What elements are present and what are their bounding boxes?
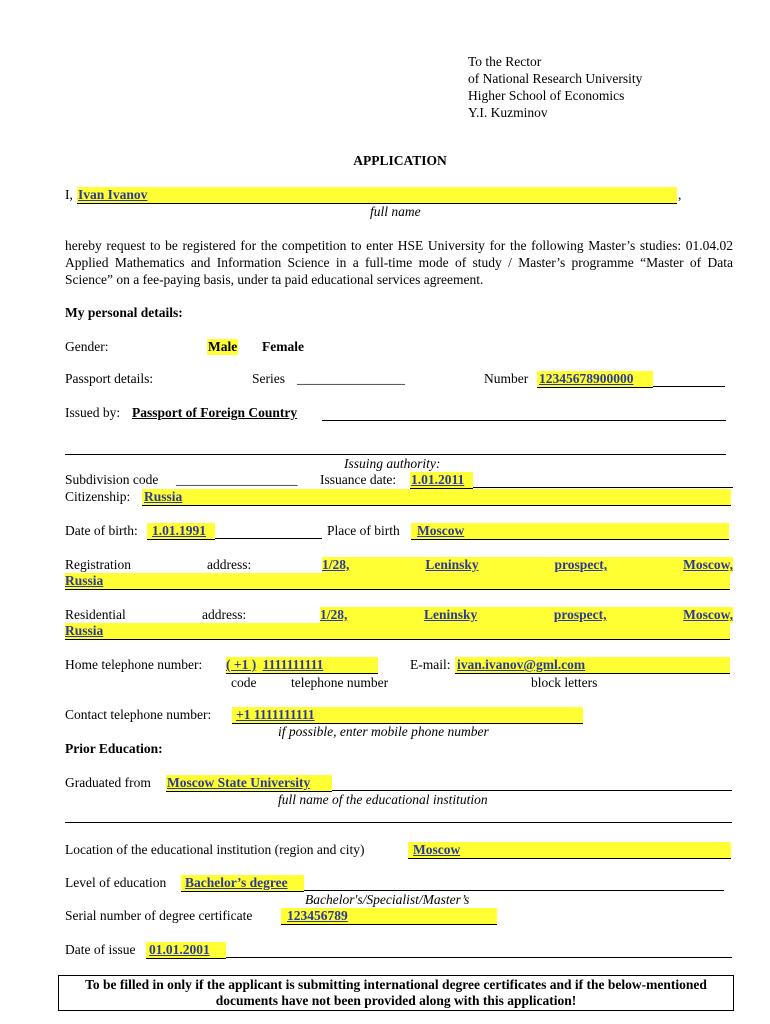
issuance-date-underline xyxy=(473,487,733,488)
gender-female-option[interactable]: Female xyxy=(262,339,304,354)
subdivision-label: Subdivision code xyxy=(65,472,159,487)
level-label: Level of education xyxy=(65,875,167,890)
email-label: E-mail: xyxy=(410,657,451,672)
registration-label: Registration xyxy=(65,557,131,572)
citizenship-value: Russia xyxy=(144,489,183,504)
location-value: Moscow xyxy=(408,842,460,857)
notice-text: To be filled in only if the applicant is submitting international degree certificates and if the below-mentioned documents have not been provided along with this application! xyxy=(85,977,707,1008)
passport-number-field[interactable] xyxy=(537,371,653,388)
residential-line2: Russia xyxy=(65,623,104,638)
email-value: ivan.ivanov@gml.com xyxy=(457,657,586,672)
serial-label: Serial number of degree certificate xyxy=(65,908,253,923)
email-caption: block letters xyxy=(531,675,598,690)
location-field[interactable] xyxy=(408,842,731,859)
graduated-underline xyxy=(332,790,732,791)
level-value: Bachelor’s degree xyxy=(181,875,288,890)
request-paragraph: hereby request to be registered for the competition to enter HSE University for the following Master’s studies: 01.04.02 Applied Mathematics and Information Science in a full-time mode of study / Master’s programme “Master of Data Science” on a fee-paying basis, under ta paid educational services agreement. xyxy=(65,238,733,287)
email-field[interactable] xyxy=(455,657,730,674)
residential-word: 1/28, xyxy=(320,607,348,622)
series-field[interactable]: ________________ xyxy=(297,371,405,386)
home-phone-number-caption: telephone number xyxy=(291,675,389,690)
issue-date-value: 01.01.2001 xyxy=(146,942,210,957)
pob-value: Moscow xyxy=(411,523,464,538)
contact-phone-label: Contact telephone number: xyxy=(65,707,212,722)
issuing-authority-caption: Issuing authority: xyxy=(344,456,441,471)
full-name-value: Ivan Ivanov xyxy=(78,187,148,202)
citizenship-label: Citizenship: xyxy=(65,489,131,504)
addressee-line: Y.I. Kuzminov xyxy=(468,105,548,120)
notice-box xyxy=(58,975,734,1011)
contact-phone-value: +1 1111111111 xyxy=(232,707,315,722)
residential-label-2: address: xyxy=(202,607,247,622)
graduated-label: Graduated from xyxy=(65,775,151,790)
issue-date-field[interactable] xyxy=(146,942,226,959)
location-label: Location of the educational institution (region and city) xyxy=(65,842,365,857)
graduated-underline-2 xyxy=(65,822,732,823)
applicant-prefix: I, xyxy=(65,187,73,202)
subdivision-field[interactable]: __________________ xyxy=(176,472,298,487)
citizenship-field[interactable] xyxy=(142,489,731,506)
issuance-date-value: 1.01.2011 xyxy=(411,472,465,487)
registration-word: Moscow, xyxy=(683,557,733,572)
registration-label-2: address: xyxy=(207,557,252,572)
contact-phone-field[interactable] xyxy=(232,707,583,724)
home-phone-number: 1111111111 xyxy=(262,657,324,672)
level-field[interactable] xyxy=(181,875,304,892)
issue-date-underline xyxy=(226,957,732,958)
residential-word: Leninsky xyxy=(424,607,478,622)
pob-label: Place of birth xyxy=(327,523,400,538)
registration-word: Leninsky xyxy=(425,557,479,572)
personal-details-heading: My personal details: xyxy=(65,305,183,320)
home-phone-label: Home telephone number: xyxy=(65,657,203,672)
graduated-field[interactable] xyxy=(166,775,332,792)
addressee-line: of National Research University xyxy=(468,71,643,86)
issued-by-underline-2 xyxy=(65,454,726,455)
passport-number-underline xyxy=(653,386,725,387)
number-label: Number xyxy=(484,371,529,386)
graduated-value: Moscow State University xyxy=(167,775,311,790)
pob-field[interactable] xyxy=(411,523,729,540)
page-title: APPLICATION xyxy=(353,153,447,168)
issuance-date-field[interactable] xyxy=(410,472,473,489)
registration-word: 1/28, xyxy=(322,557,350,572)
full-name-caption: full name xyxy=(370,204,421,219)
addressee-line: To the Rector xyxy=(468,54,542,69)
residential-label: Residential xyxy=(65,607,126,622)
residential-word: prospect, xyxy=(553,607,607,622)
issue-date-label: Date of issue xyxy=(65,942,136,957)
issuance-date-label: Issuance date: xyxy=(320,472,397,487)
issued-by-label: Issued by: xyxy=(65,405,121,420)
issued-by-underline xyxy=(322,420,726,421)
dob-value: 1.01.1991 xyxy=(147,523,206,538)
passport-label: Passport details: xyxy=(65,371,154,386)
addressee-block xyxy=(468,53,642,121)
home-phone-field[interactable] xyxy=(226,657,378,674)
registration-word: prospect, xyxy=(554,557,608,572)
series-label: Series xyxy=(252,371,285,386)
residential-address-field-2[interactable] xyxy=(65,623,730,640)
applicant-suffix: , xyxy=(678,187,682,202)
serial-value: 123456789 xyxy=(281,908,348,923)
level-caption: Bachelor's/Specialist/Master’s xyxy=(305,892,470,907)
residential-word: Moscow, xyxy=(683,607,733,622)
level-underline xyxy=(304,890,724,891)
home-phone-code: ( +1 ) xyxy=(226,657,257,672)
home-phone-code-caption: code xyxy=(231,675,257,690)
full-name-field[interactable] xyxy=(77,187,677,204)
passport-number-value: 12345678900000 xyxy=(539,371,634,386)
addressee-line: Higher School of Economics xyxy=(468,88,625,103)
gender-male-option[interactable]: Male xyxy=(208,339,238,354)
issued-by-value[interactable]: Passport of Foreign Country xyxy=(132,405,298,420)
graduated-caption: full name of the educational institution xyxy=(278,792,488,807)
registration-address-field[interactable] xyxy=(322,557,733,573)
prior-education-heading: Prior Education: xyxy=(65,741,163,756)
registration-address-field-2[interactable] xyxy=(65,573,730,590)
residential-address-field[interactable] xyxy=(320,607,733,623)
gender-label: Gender: xyxy=(65,339,109,354)
dob-label: Date of birth: xyxy=(65,523,138,538)
registration-line2: Russia xyxy=(65,573,104,588)
contact-phone-caption: if possible, enter mobile phone number xyxy=(278,724,489,739)
dob-field[interactable] xyxy=(147,523,215,540)
dob-underline xyxy=(215,538,322,539)
serial-field[interactable] xyxy=(281,908,497,925)
